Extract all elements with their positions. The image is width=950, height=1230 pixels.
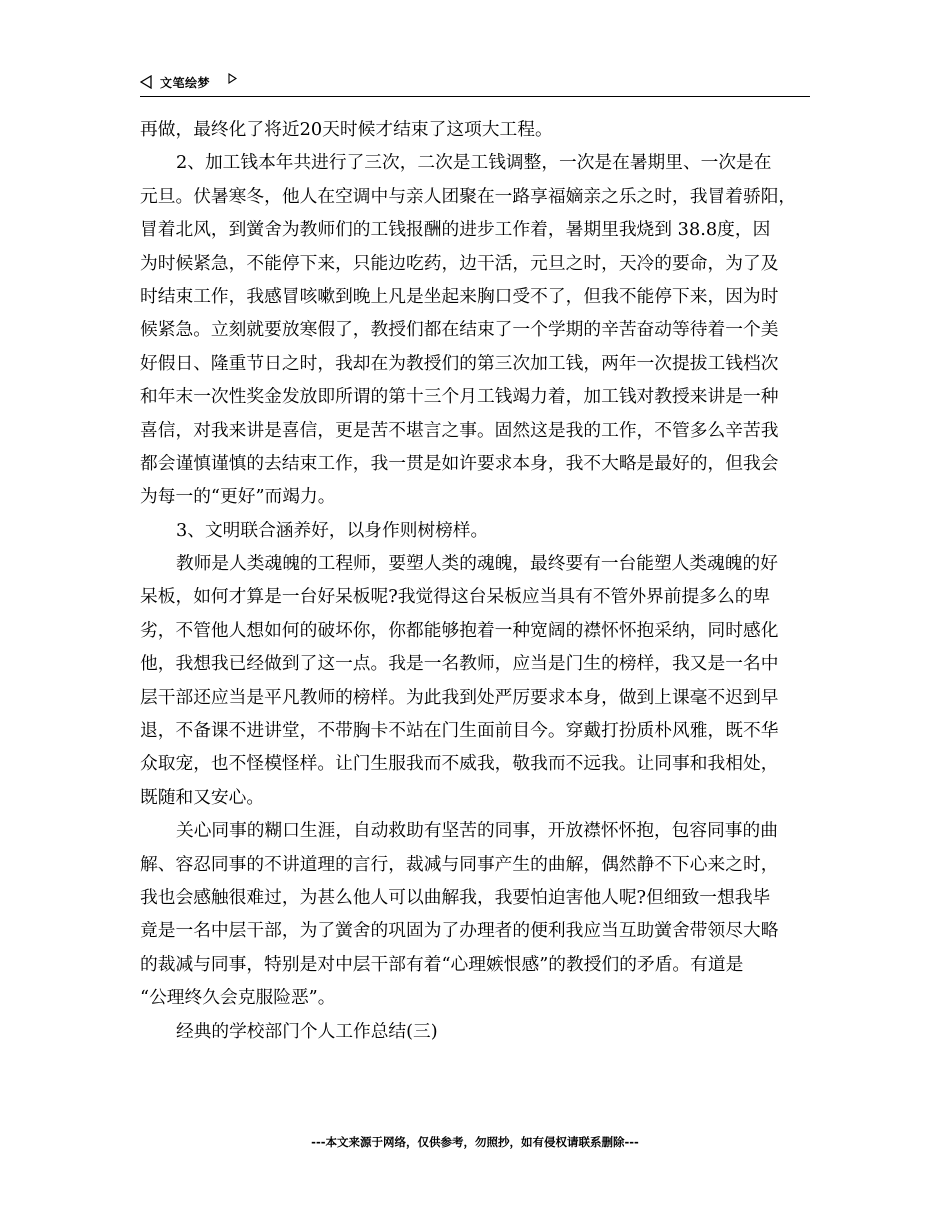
page-header [140,70,810,97]
text-line: “公理终久会克服险恶”。 [140,988,336,1009]
text-line: 元旦。伏暑寒冬，他人在空调中与亲人团聚在一路享福嫡亲之乐之时，我冒着骄阳， [140,186,797,207]
text-line: 经典的学校部门个人工作总结(三) [176,1021,438,1042]
text-line: 既随和又安心。 [140,787,265,808]
text-line: 解、容忍同事的不讲道理的言行，裁减与同事产生的曲解，偶然静不下心来之时， [140,854,779,875]
triangle-left-icon [140,75,152,89]
text-line: 都会谨慎谨慎的去结束工作，我一贯是如许要求本身，我不大略是最好的，但我会 [140,453,779,474]
text-line: 喜信，对我来讲是喜信，更是苦不堪言之事。固然这是我的工作，不管多么辛苦我 [140,420,779,441]
text-line: 好假日、隆重节日之时，我却在为教授们的第三次加工钱，两年一次提拔工钱档次 [140,353,779,374]
header-brand: 文笔绘梦 [160,76,211,90]
text-line: 教师是人类魂魄的工程师，要塑人类的魂魄，最终要有一台能塑人类魂魄的好 [176,554,778,575]
text-line: 他，我想我已经做到了这一点。我是一名教师，应当是门生的榜样，我又是一名中 [140,654,779,675]
text-line: 呆板，如何才算是一台好呆板呢?我觉得这台呆板应当具有不管外界前提多么的卑 [140,587,771,608]
triangle-right-icon [228,73,237,84]
footer-disclaimer: ---本文来源于网络，仅供参考，勿照抄，如有侵权请联系删除--- [311,1135,639,1149]
text-line: 为时候紧急，不能停下来，只能边吃药，边干活，元旦之时，天冷的要命，为了及 [140,253,779,274]
text-line: 3、文明联合涵养好，以身作则树榜样。 [176,520,489,541]
text-line: 众取宠，也不怪模怪样。让门生服我而不威我，敬我而不远我。让同事和我相处， [140,754,779,775]
text-line: 2、加工钱本年共进行了三次，二次是工钱调整，一次是在暑期里、一次是在 [176,153,772,174]
text-line: 的裁减与同事，特别是对中层干部有着“心理嫉恨感”的教授们的矛盾。有道是 [140,954,744,975]
text-line: 为每一的“更好”而竭力。 [140,487,336,508]
text-line: 退，不备课不进讲堂，不带胸卡不站在门生面前目今。穿戴打扮质朴风雅，既不华 [140,721,779,742]
text-line: 和年末一次性奖金发放即所谓的第十三个月工钱竭力着，加工钱对教授来讲是一种 [140,387,779,408]
text-line: 冒着北风，到黉舍为教师们的工钱报酬的进步工作着，暑期里我烧到 38.8度，因 [140,220,771,241]
text-line: 再做，最终化了将近20天时候才结束了这项大工程。 [140,120,553,140]
text-line: 时结束工作，我感冒咳嗽到晚上凡是坐起来胸口受不了，但我不能停下来，因为时 [140,286,779,307]
text-line: 候紧急。立刻就要放寒假了，教授们都在结束了一个学期的辛苦奋动等待着一个美 [140,320,779,341]
text-line: 我也会感触很难过，为甚么他人可以曲解我，我要怕迫害他人呢?但细致一想我毕 [140,887,771,908]
text-line: 竟是一名中层干部，为了黉舍的巩固为了办理者的便利我应当互助黉舍带领尽大略 [140,921,779,942]
text-line: 劣，不管他人想如何的破坏你，你都能够抱着一种宽阔的襟怀怀抱采纳，同时感化 [140,620,779,641]
document-body [140,114,820,1049]
text-line: 关心同事的糊口生涯，自动救助有坚苦的同事，开放襟怀怀抱，包容同事的曲 [176,821,778,842]
text-line: 层干部还应当是平凡教师的榜样。为此我到处严厉要求本身，做到上课毫不迟到早 [140,687,779,708]
